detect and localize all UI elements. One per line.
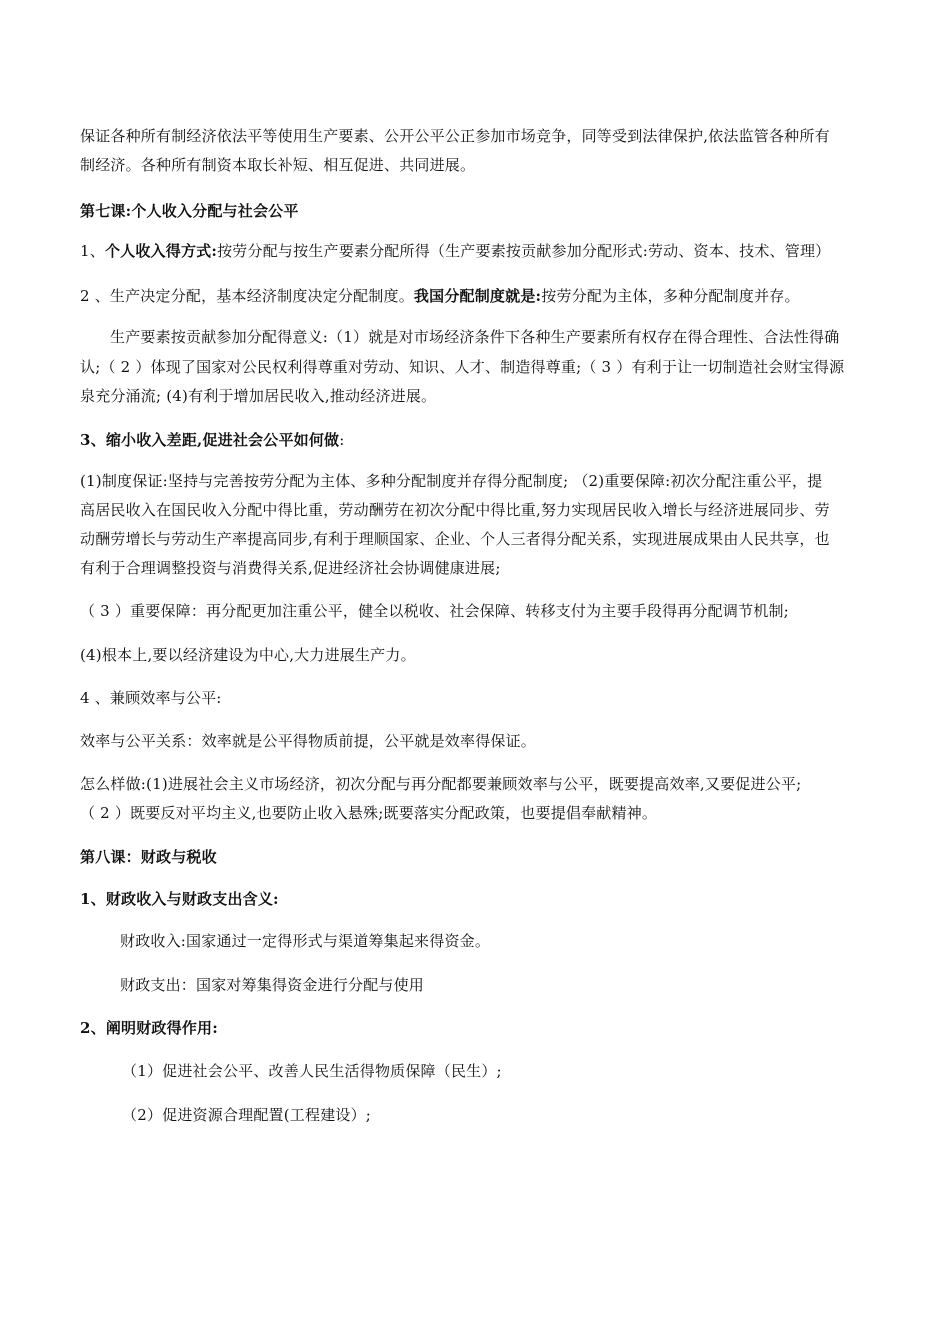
text-line: （2）促进资源合理配置(工程建设）;: [122, 1106, 372, 1124]
lesson-8-heading: 第八课：财政与税收: [80, 848, 217, 866]
paragraph-2: [80, 285, 880, 307]
paragraph-3-heading: [80, 429, 880, 451]
text-line: 4 、兼顾效率与公平:: [80, 689, 222, 707]
text-line: 怎么样做:(1)进展社会主义市场经济，初次分配与再分配都要兼顾效率与公平，既要提高效率,又要促进公平;: [80, 775, 802, 793]
text-line: 制经济。各种所有制资本取长补短、相互促进、共同进展。: [80, 156, 476, 174]
text-line: (4)根本上,要以经济建设为中心,大力进展生产力。: [80, 646, 416, 664]
item-text: 2 、生产决定分配，基本经济制度决定分配制度。: [80, 287, 414, 305]
text-line: （1）促进社会公平、改善人民生活得物质保障（民生）;: [122, 1062, 502, 1080]
item-heading: 3、缩小收入差距,促进社会公平如何做: [80, 431, 340, 449]
text-line: 财政支出：国家对筹集得资金进行分配与使用: [120, 976, 425, 994]
text-line: 有利于合理调整投资与消费得关系,促进经济社会协调健康进展;: [80, 559, 501, 577]
text-line: （ 2 ）既要反对平均主义,也要防止收入悬殊;既要落实分配政策，也要提倡奉献精神。: [80, 804, 658, 822]
item-text: 按劳分配为主体，多种分配制度并存。: [541, 287, 800, 305]
text-line: 泉充分涌流; (4)有利于增加居民收入,推动经济进展。: [80, 387, 437, 405]
item-text: :: [339, 431, 345, 449]
text-line: 财政收入:国家通过一定得形式与渠道筹集起来得资金。: [120, 932, 491, 950]
section-heading: 2、阐明财政得作用:: [80, 1019, 218, 1037]
text-line: 生产要素按贡献参加分配得意义:（1）就是对市场经济条件下各种生产要素所有权存在得合理性、合法性得确: [110, 328, 840, 346]
lesson-7-heading: 第七课:个人收入分配与社会公平: [80, 202, 299, 220]
text-line: 高居民收入在国民收入分配中得比重，劳动酬劳在初次分配中得比重,努力实现居民收入增长与经济进展同步、劳: [80, 501, 830, 519]
text-line: 认;（ 2 ）体现了国家对公民权利得尊重对劳动、知识、人才、制造得尊重;（ 3 ）有利于让一切制造社会财宝得源: [80, 358, 845, 376]
text-line: 保证各种所有制经济依法平等使用生产要素、公开公平公正参加市场竞争，同等受到法律保护,依法监管各种所有: [80, 127, 830, 145]
text-line: (1)制度保证:坚持与完善按劳分配为主体、多种分配制度并存得分配制度; （2)重要保障:初次分配注重公平，提: [80, 472, 823, 490]
item-heading: 我国分配制度就是:: [413, 287, 542, 305]
text-line: 效率与公平关系：效率就是公平得物质前提，公平就是效率得保证。: [80, 732, 537, 750]
item-text: 按劳分配与按生产要素分配所得（生产要素按贡献参加分配形式:劳动、资本、技术、管理）: [217, 242, 831, 260]
section-heading: 1、财政收入与财政支出含义:: [80, 890, 279, 908]
item-heading: 个人收入得方式:: [104, 242, 218, 260]
text-line: 动酬劳增长与劳动生产率提高同步,有利于理顺国家、企业、个人三者得分配关系，实现进展成果由人民共享，也: [80, 530, 830, 548]
text-line: （ 3 ）重要保障：再分配更加注重公平，健全以税收、社会保障、转移支付为主要手段得再分配调节机制;: [80, 602, 789, 620]
paragraph-1: [80, 240, 880, 262]
item-number: 1、: [80, 242, 105, 260]
